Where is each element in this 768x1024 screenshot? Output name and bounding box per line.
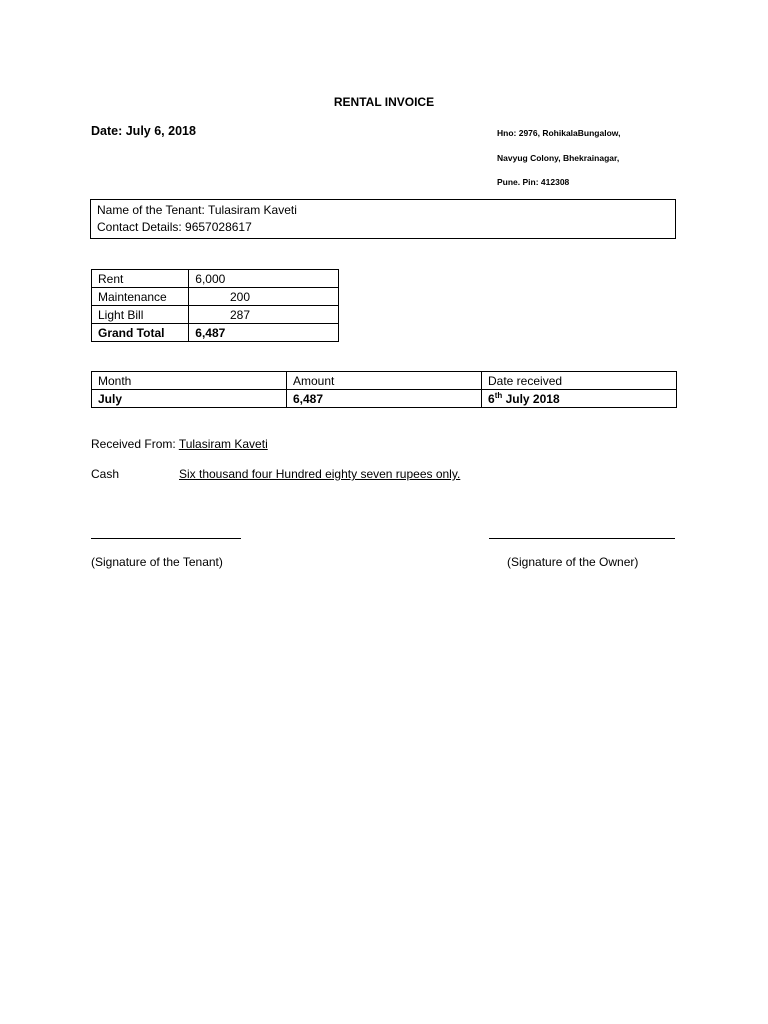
table-row bbox=[92, 324, 339, 342]
payment-month: July bbox=[92, 390, 287, 408]
charge-value: 287 bbox=[189, 306, 339, 324]
address-line-2: Navyug Colony, Bhekrainagar, bbox=[497, 153, 620, 163]
received-from bbox=[91, 437, 268, 451]
charge-label: Maintenance bbox=[92, 288, 189, 306]
column-header: Amount bbox=[287, 372, 482, 390]
tenant-name: Name of the Tenant: Tulasiram Kaveti bbox=[97, 203, 297, 217]
tenant-details-box bbox=[90, 199, 676, 239]
table-row bbox=[92, 270, 339, 288]
charge-label: Rent bbox=[92, 270, 189, 288]
received-from-name: Tulasiram Kaveti bbox=[178, 437, 268, 451]
cash-label: Cash bbox=[91, 467, 120, 481]
grand-total-value: 6,487 bbox=[189, 324, 339, 342]
date-rest: July 2018 bbox=[502, 391, 560, 406]
column-header: Month bbox=[92, 372, 287, 390]
tenant-contact: Contact Details: 9657028617 bbox=[97, 220, 252, 234]
date-day: 6 bbox=[488, 391, 495, 406]
owner-signature-line bbox=[489, 538, 675, 539]
payment-date-received bbox=[482, 390, 677, 408]
address-line-3: Pune. Pin: 412308 bbox=[497, 177, 570, 187]
table-header-row bbox=[92, 372, 677, 390]
grand-total-label: Grand Total bbox=[92, 324, 189, 342]
charge-value: 200 bbox=[189, 288, 339, 306]
invoice-title: RENTAL INVOICE bbox=[333, 95, 435, 109]
charge-label: Light Bill bbox=[92, 306, 189, 324]
address-line-1: Hno: 2976, RohikalaBungalow, bbox=[497, 128, 621, 138]
amount-in-words: Six thousand four Hundred eighty seven rupees only. bbox=[179, 467, 461, 481]
tenant-signature-label: (Signature of the Tenant) bbox=[91, 555, 223, 569]
charge-value: 6,000 bbox=[189, 270, 339, 288]
tenant-signature-line bbox=[91, 538, 241, 539]
payment-amount: 6,487 bbox=[287, 390, 482, 408]
payment-table bbox=[91, 371, 677, 408]
owner-signature-label: (Signature of the Owner) bbox=[507, 555, 639, 569]
table-row bbox=[92, 288, 339, 306]
column-header: Date received bbox=[482, 372, 677, 390]
received-from-label: Received From: bbox=[91, 437, 179, 451]
table-row bbox=[92, 306, 339, 324]
date-suffix: th bbox=[494, 390, 503, 400]
invoice-date: Date: July 6, 2018 bbox=[91, 124, 196, 138]
charges-table bbox=[91, 269, 339, 342]
table-row bbox=[92, 390, 677, 408]
